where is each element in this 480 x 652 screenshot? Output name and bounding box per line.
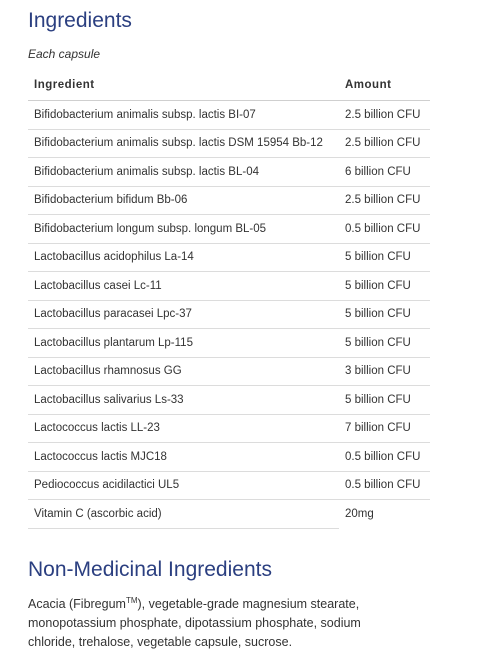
non-medicinal-text bbox=[28, 591, 408, 652]
table-row bbox=[28, 215, 430, 244]
non-medicinal-heading: Non-Medicinal Ingredients bbox=[28, 558, 272, 581]
table-row bbox=[28, 158, 430, 187]
ingredients-table bbox=[28, 70, 430, 529]
ingredient-name-cell: Bifidobacterium animalis subsp. lactis BL-04 bbox=[28, 158, 339, 187]
ingredient-name-cell: Lactobacillus casei Lc-11 bbox=[28, 272, 339, 301]
ingredient-amount-cell: 5 billion CFU bbox=[339, 329, 430, 358]
table-row bbox=[28, 300, 430, 329]
ingredient-amount-cell: 6 billion CFU bbox=[339, 158, 430, 187]
ingredient-amount-cell: 0.5 billion CFU bbox=[339, 215, 430, 244]
ingredient-amount-cell: 5 billion CFU bbox=[339, 300, 430, 329]
ingredient-amount-cell: 5 billion CFU bbox=[339, 272, 430, 301]
ingredient-amount-cell: 3 billion CFU bbox=[339, 357, 430, 386]
column-header-ingredient: Ingredient bbox=[28, 70, 339, 101]
ingredient-amount-cell: 2.5 billion CFU bbox=[339, 129, 430, 158]
ingredient-name-cell: Lactobacillus salivarius Ls-33 bbox=[28, 386, 339, 415]
table-row bbox=[28, 101, 430, 130]
table-row bbox=[28, 386, 430, 415]
ingredient-name-cell: Lactobacillus rhamnosus GG bbox=[28, 357, 339, 386]
ingredients-table-body bbox=[28, 101, 430, 529]
table-header-row bbox=[28, 70, 430, 101]
ingredient-name-cell: Bifidobacterium longum subsp. longum BL-05 bbox=[28, 215, 339, 244]
table-row bbox=[28, 414, 430, 443]
ingredient-amount-cell: 5 billion CFU bbox=[339, 386, 430, 415]
ingredient-amount-cell: 2.5 billion CFU bbox=[339, 101, 430, 130]
table-row bbox=[28, 357, 430, 386]
trademark-mark: TM bbox=[125, 596, 138, 605]
table-row bbox=[28, 443, 430, 472]
table-row bbox=[28, 471, 430, 500]
column-header-amount: Amount bbox=[339, 70, 430, 101]
ingredient-name-cell: Lactobacillus acidophilus La-14 bbox=[28, 243, 339, 272]
ingredient-name-cell: Bifidobacterium animalis subsp. lactis DSM 15954 Bb-12 bbox=[28, 129, 339, 158]
ingredient-amount-cell: 0.5 billion CFU bbox=[339, 443, 430, 472]
non-medicinal-text-part1: Acacia (Fibregum bbox=[28, 597, 126, 611]
ingredient-amount-cell: 0.5 billion CFU bbox=[339, 471, 430, 500]
ingredient-name-cell: Vitamin C (ascorbic acid) bbox=[28, 500, 339, 529]
table-row bbox=[28, 243, 430, 272]
ingredient-name-cell: Lactobacillus plantarum Lp-115 bbox=[28, 329, 339, 358]
ingredient-amount-cell: 5 billion CFU bbox=[339, 243, 430, 272]
ingredient-name-cell: Pediococcus acidilactici UL5 bbox=[28, 471, 339, 500]
ingredients-heading: Ingredients bbox=[28, 9, 132, 32]
ingredient-amount-cell: 20mg bbox=[345, 508, 374, 521]
ingredient-name-cell: Bifidobacterium bifidum Bb-06 bbox=[28, 186, 339, 215]
ingredient-name-cell: Lactococcus lactis LL-23 bbox=[28, 414, 339, 443]
table-row bbox=[28, 129, 430, 158]
table-row bbox=[28, 500, 430, 529]
table-row bbox=[28, 329, 430, 358]
non-medicinal-text-part2: ), vegetable-grade magnesium stearate, monopotassium phosphate, dipotassium phosphate, sodium chloride, trehalose, vegetable capsule, sucrose. bbox=[28, 597, 361, 649]
ingredient-name-cell: Lactococcus lactis MJC18 bbox=[28, 443, 339, 472]
table-row bbox=[28, 272, 430, 301]
ingredient-name-cell: Lactobacillus paracasei Lpc-37 bbox=[28, 300, 339, 329]
ingredient-amount-cell: 2.5 billion CFU bbox=[339, 186, 430, 215]
table-row bbox=[28, 186, 430, 215]
ingredient-amount-cell: 7 billion CFU bbox=[339, 414, 430, 443]
ingredient-name-cell: Bifidobacterium animalis subsp. lactis BI-07 bbox=[28, 101, 339, 130]
serving-size-note: Each capsule bbox=[28, 47, 101, 61]
